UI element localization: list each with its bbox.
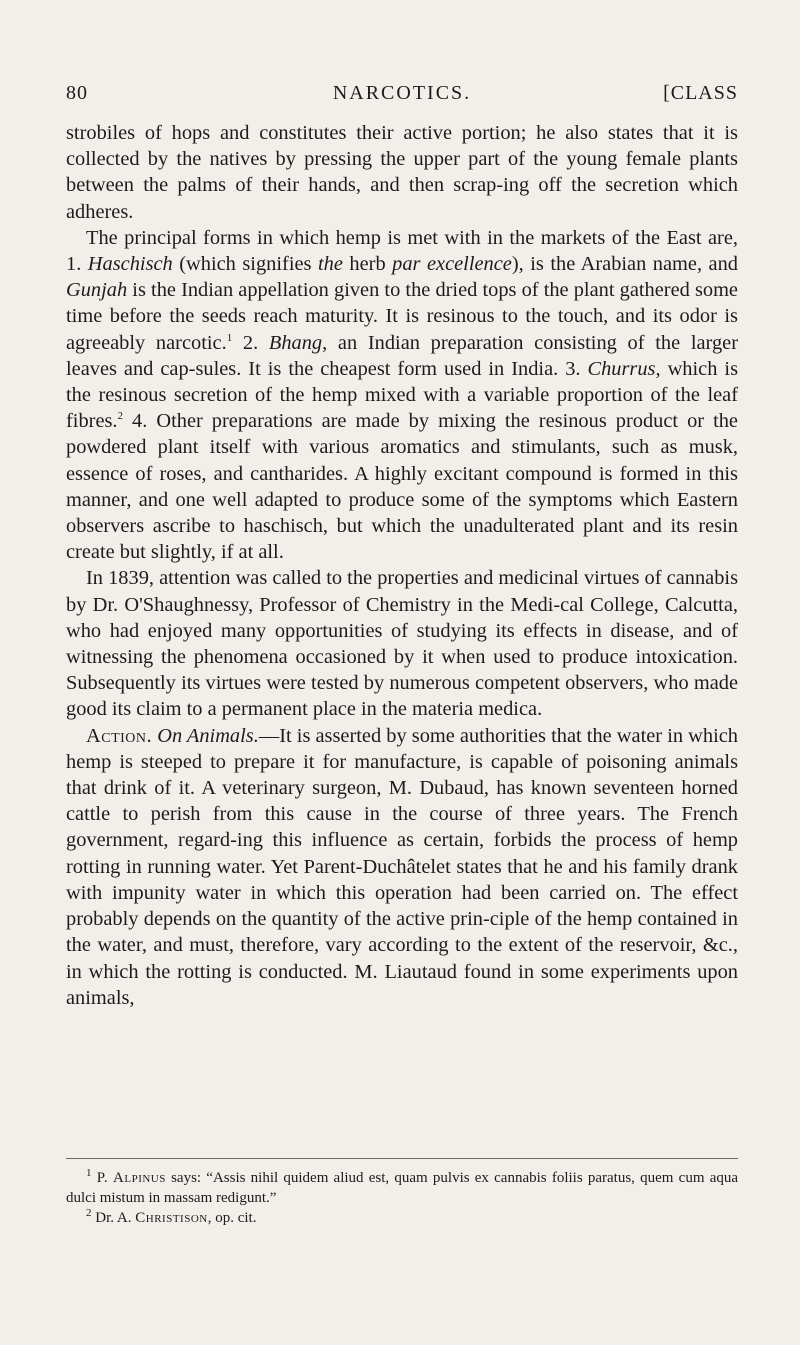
term-churrus: Churrus [587, 357, 656, 380]
running-title: NARCOTICS. [332, 82, 472, 104]
footnote-divider [66, 1158, 738, 1159]
running-header [66, 82, 738, 112]
paragraph-4: Action. On Animals.—It is asserted by some authorities that the water in which hemp is steeped to prepare it for manufacture, is capable of poisoning animals that drink of it. A veterinary surgeon, M. Dubaud, has known seventeen horned cattle to perish from this cause in the course of three years. The French government, regard-ing this influence as certain, forbids the process of hemp rotting in running water. Yet Parent-Duchâtelet states that he and his family drank with impunity water in which this operation had been carried on. The effect probably depends on the quantity of the active prin-ciple of the hemp contained in the water, and must, therefore, vary according to the extent of the reservoir, &c., in which the rotting is conducted. M. Liautaud found in some experiments upon animals, [66, 724, 738, 1009]
footnote-2: $^2$ Dr. A. Christison, op. cit. [86, 1207, 257, 1226]
class-label: [CLASS [663, 82, 738, 104]
term-haschisch: Haschisch [87, 253, 173, 276]
term-par-excellence: par excellence [392, 253, 512, 276]
subheading-on-animals: On Animals. [157, 724, 259, 747]
term-bhang: Bhang [268, 331, 323, 354]
page-number: 80 [66, 82, 88, 104]
footnotes [66, 1168, 738, 1228]
paragraph-2: The principal forms in which hemp is met with in the markets of the East are, 1. Haschisch (which signifies the herb par excellence), is the Arabian name, and Gunjah is the Indian appellation given to the dried tops of the plant gathered some time before the seeds reach maturity. It is resinous to the touch, and its odor is agreeably narcotic.$^1$ 2. Bhang, an Indian preparation consisting of the larger leaves and cap-sules. It is the cheapest form used in India. 3. Churrus, which is the resinous secretion of the hemp mixed with a variable proportion of the leaf fibres.$^2$ 4. Other preparations are made by mixing the resinous product or the powdered plant itself with various aromatics and stimulants, such as musk, essence of roses, and cantharides. A highly excitant compound is formed in this manner, and one well adapted to produce some of the symptoms which Eastern observers ascribe to haschisch, but which the unadulterated plant and its resin create but slightly, if at all. [66, 226, 739, 564]
footnote-ref-1: 1 [226, 331, 233, 344]
paragraph-1: strobiles of hops and constitutes their active portion; he also states that it is collected by the natives by pressing the upper part of the young female plants between the palms of their hands, and then scrap-ing off the secretion which adheres. [66, 122, 738, 223]
paragraph-3: In 1839, attention was called to the properties and medicinal virtues of cannabis by Dr. O'Shaughnessy, Professor of Chemistry in the Medi-cal College, Calcutta, who had enjoyed many opportunities of studying its effects in disease, and of witnessing the phenomena occasioned by it when used to produce intoxication. Subsequently its virtues were tested by numerous competent observers, who made good its claim to a permanent place in the materia medica. [66, 567, 738, 721]
footnote-1: $^1$ P. Alpinus says: “Assis nihil quidem aliud est, quam pulvis ex cannabis foliis paratus, quem cum aqua dulci mistum in massam redigunt.” [66, 1167, 739, 1206]
footnote-ref-2: 2 [117, 410, 124, 423]
term-gunjah: Gunjah [66, 279, 128, 302]
section-heading-action: Action. [86, 724, 153, 747]
body-text [66, 120, 738, 1011]
